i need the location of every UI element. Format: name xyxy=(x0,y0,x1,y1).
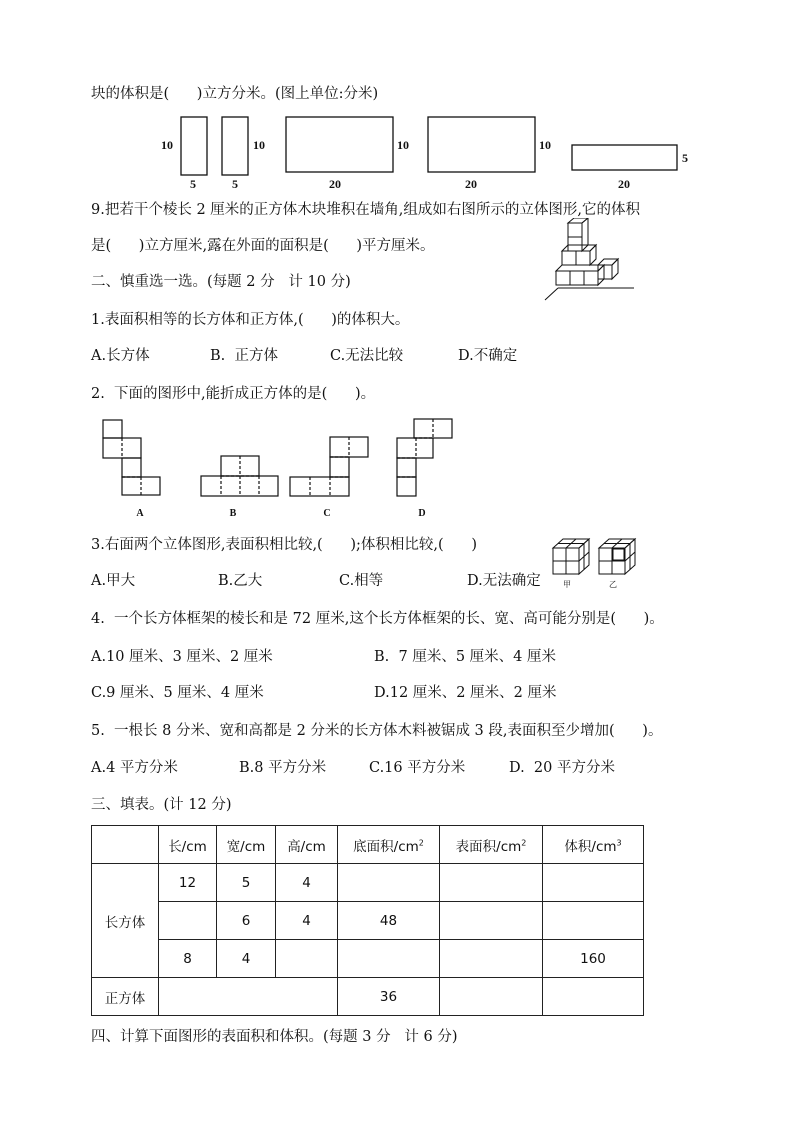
fig5-bottom-label: 20 xyxy=(618,177,630,190)
header-width: 宽/cm xyxy=(217,826,276,864)
net-a-label: A xyxy=(136,508,144,519)
s2-q4-stem: 4. 一个长方体框架的棱长和是 72 厘米,这个长方体框架的长、宽、高可能分别是( )。 xyxy=(91,611,664,627)
table-cell[interactable] xyxy=(440,864,543,902)
row-label-cube: 正方体 xyxy=(92,978,159,1016)
solid-jia-label: 甲 xyxy=(563,580,571,589)
table-cell[interactable] xyxy=(440,902,543,940)
table-cell[interactable] xyxy=(543,902,644,940)
s2-q3-option-d: D.无法确定 xyxy=(467,573,541,589)
fill-in-table xyxy=(91,825,644,1016)
table-cell: 6 xyxy=(217,902,276,940)
s2-q5-option-a: A.4 平方分米 xyxy=(91,760,178,776)
fig1-bottom-label: 5 xyxy=(190,177,196,190)
section4-title: 四、计算下面图形的表面积和体积。(每题 3 分 计 6 分) xyxy=(91,1029,458,1045)
net-d-label: D xyxy=(418,508,426,519)
s2-q5-stem: 5. 一根长 8 分米、宽和高都是 2 分米的长方体木料被锯成 3 段,表面积至少增加( )。 xyxy=(91,723,663,739)
table-cell: 36 xyxy=(338,978,440,1016)
s2-q4-option-a: A.10 厘米、3 厘米、2 厘米 xyxy=(91,649,273,665)
s2-q3-stem: 3.右面两个立体图形,表面积相比较,( );体积相比较,( ) xyxy=(91,537,477,553)
net-a xyxy=(103,420,160,495)
fig4-bottom-label: 20 xyxy=(465,177,477,190)
header-surface-area: 表面积$/cm^2$ xyxy=(440,826,543,864)
cube-edge-cell[interactable] xyxy=(159,978,338,1016)
s2-q1-option-d: D.不确定 xyxy=(458,348,518,364)
s2-q5-option-b: B.8 平方分米 xyxy=(239,760,327,776)
s2-q4-option-b: B. 7 厘米、5 厘米、4 厘米 xyxy=(374,649,556,665)
table-cell: 4 xyxy=(276,864,338,902)
s2-q5-option-c: C.16 平方分米 xyxy=(369,760,466,776)
table-cell: 4 xyxy=(217,940,276,978)
header-base-area: 底面积$/cm^2$ xyxy=(338,826,440,864)
table-row xyxy=(92,902,644,940)
table-cell: 12 xyxy=(159,864,217,902)
s2-q2-stem: 2. 下面的图形中,能折成正方体的是( )。 xyxy=(91,386,376,402)
table-cell[interactable] xyxy=(338,940,440,978)
section2-title: 二、慎重选一选。(每题 2 分 计 10 分) xyxy=(91,274,351,290)
net-b-label: B xyxy=(229,508,237,519)
table-cell: 48 xyxy=(338,902,440,940)
s2-q3-option-c: C.相等 xyxy=(339,573,384,589)
s2-q3-option-a: A.甲大 xyxy=(91,573,136,589)
s2-q4-option-d: D.12 厘米、2 厘米、2 厘米 xyxy=(374,685,557,701)
table-row xyxy=(92,940,644,978)
net-c xyxy=(290,437,368,496)
s2-q3-solids-figure xyxy=(551,536,641,591)
fig4-right-label: 10 xyxy=(539,138,551,152)
table-cell[interactable] xyxy=(440,978,543,1016)
s2-q1-option-a: A.长方体 xyxy=(91,348,150,364)
fig2-bottom-label: 5 xyxy=(232,177,238,190)
fig3-bottom-label: 20 xyxy=(329,177,341,190)
s2-q2-nets-figure xyxy=(0,414,794,526)
section3-title: 三、填表。(计 12 分) xyxy=(91,797,232,813)
s2-q1-stem: 1.表面积相等的长方体和正方体,( )的体积大。 xyxy=(91,312,410,328)
table-cell: 160 xyxy=(543,940,644,978)
table-cell[interactable] xyxy=(440,940,543,978)
header-height: 高/cm xyxy=(276,826,338,864)
table-row-cube xyxy=(92,978,644,1016)
net-c-label: C xyxy=(323,508,331,519)
table-cell[interactable] xyxy=(159,902,217,940)
s2-q3-option-b: B.乙大 xyxy=(218,573,263,589)
fig1-left-label: 10 xyxy=(161,138,173,152)
row-label-cuboid: 长方体 xyxy=(92,864,159,978)
table-cell[interactable] xyxy=(338,864,440,902)
s2-q4-option-c: C.9 厘米、5 厘米、4 厘米 xyxy=(91,685,264,701)
table-cell: 5 xyxy=(217,864,276,902)
q9-line2: 是( )立方厘米,露在外面的面积是( )平方厘米。 xyxy=(91,238,435,254)
fig3-right-label: 10 xyxy=(397,138,409,152)
solid-yi-label: 乙 xyxy=(609,580,617,589)
fig5-right-label: 5 xyxy=(682,151,688,165)
q9-stacked-cubes-figure xyxy=(540,218,640,303)
table-header-row xyxy=(92,826,644,864)
table-cell[interactable] xyxy=(543,978,644,1016)
table-cell[interactable] xyxy=(543,864,644,902)
fig2-right-label: 10 xyxy=(253,138,265,152)
q8-text: 块的体积是( )立方分米。(图上单位:分米) xyxy=(91,86,379,102)
header-volume: 体积$/cm^3$ xyxy=(543,826,644,864)
header-length: 长/cm xyxy=(159,826,217,864)
table-cell: 8 xyxy=(159,940,217,978)
s2-q5-option-d: D. 20 平方分米 xyxy=(509,760,615,776)
s2-q1-option-c: C.无法比较 xyxy=(330,348,404,364)
table-cell: 4 xyxy=(276,902,338,940)
net-d xyxy=(397,419,452,496)
q8-rectangles-figure xyxy=(0,110,794,190)
q9-line1: 9.把若干个棱长 2 厘米的正方体木块堆积在墙角,组成如右图所示的立体图形,它的体积 xyxy=(91,202,640,218)
table-row xyxy=(92,864,644,902)
header-corner xyxy=(92,826,159,864)
net-b xyxy=(201,456,278,496)
s2-q1-option-b: B. 正方体 xyxy=(210,348,278,364)
table-cell[interactable] xyxy=(276,940,338,978)
